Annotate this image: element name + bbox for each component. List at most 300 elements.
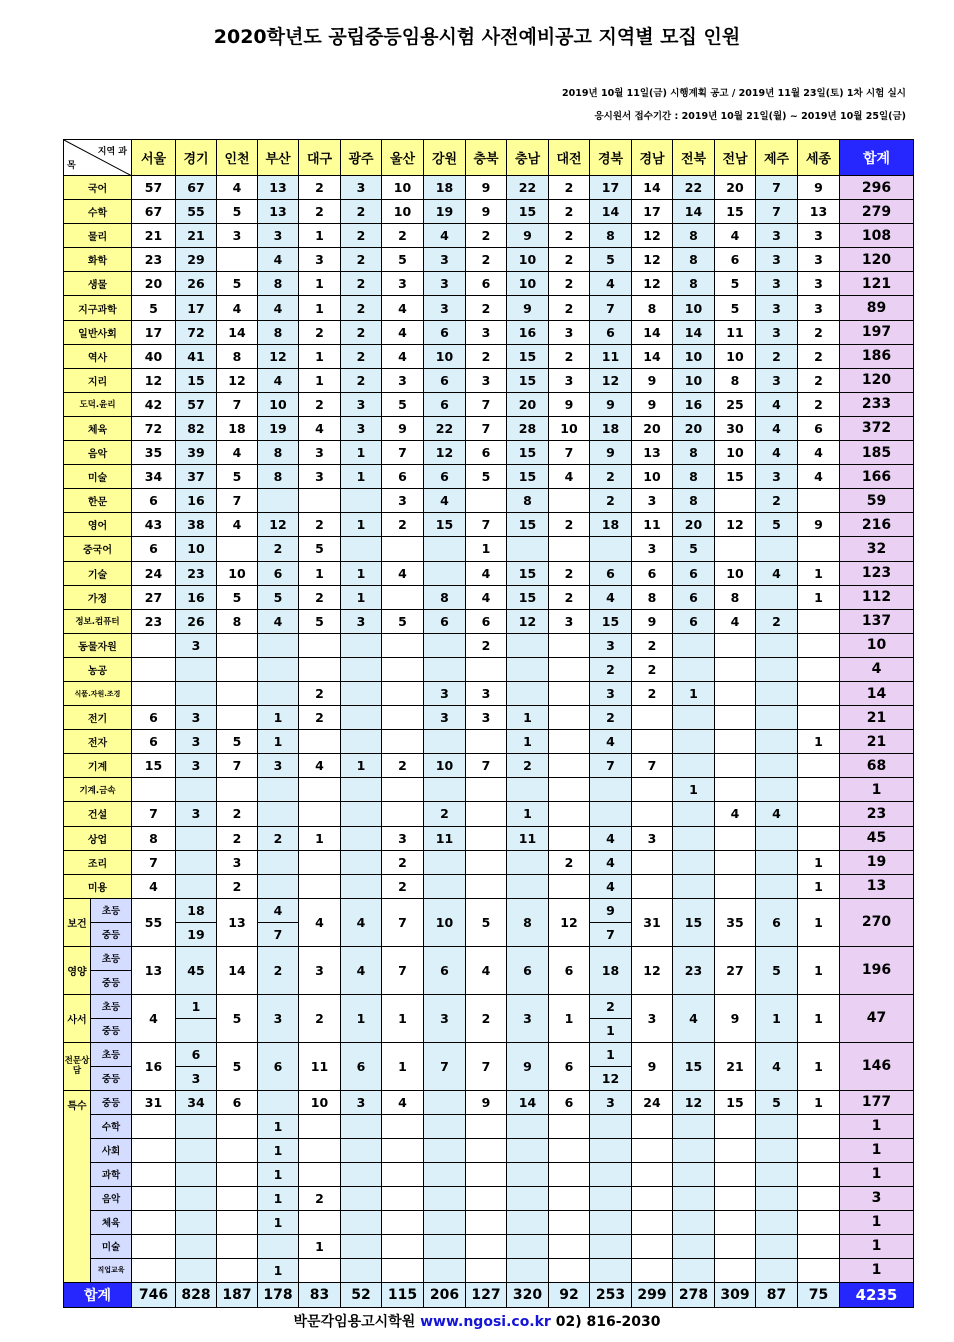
value-cell: 3 xyxy=(176,1066,217,1090)
row-total: 32 xyxy=(840,537,914,561)
value-cell: 4 xyxy=(673,994,715,1042)
value-cell: 2 xyxy=(382,224,424,248)
value-cell: 7 xyxy=(132,850,176,874)
value-cell xyxy=(176,1162,217,1186)
value-cell xyxy=(341,1234,382,1258)
value-cell xyxy=(176,1186,217,1210)
value-cell xyxy=(258,778,299,802)
value-cell xyxy=(507,1234,549,1258)
value-cell: 4 xyxy=(424,489,466,513)
value-cell: 3 xyxy=(424,706,466,730)
group-sub-label: 중등 xyxy=(91,970,132,994)
value-cell xyxy=(549,1234,590,1258)
value-cell: 20 xyxy=(673,416,715,440)
row-total: 279 xyxy=(840,200,914,224)
value-cell xyxy=(632,850,673,874)
special-row xyxy=(64,1090,914,1114)
value-cell: 12 xyxy=(258,344,299,368)
value-cell xyxy=(341,850,382,874)
value-cell: 6 xyxy=(424,368,466,392)
region-total: 309 xyxy=(715,1282,756,1307)
row-total: 59 xyxy=(840,489,914,513)
value-cell: 3 xyxy=(258,994,299,1042)
value-cell: 3 xyxy=(176,730,217,754)
special-row xyxy=(64,1234,914,1258)
value-cell xyxy=(590,778,632,802)
value-cell: 41 xyxy=(176,344,217,368)
value-cell: 3 xyxy=(756,296,798,320)
value-cell xyxy=(673,1186,715,1210)
value-cell: 2 xyxy=(258,946,299,994)
value-cell: 3 xyxy=(176,633,217,657)
value-cell: 5 xyxy=(217,272,258,296)
value-cell xyxy=(466,850,507,874)
value-cell: 16 xyxy=(507,320,549,344)
value-cell xyxy=(756,1162,798,1186)
value-cell xyxy=(632,1138,673,1162)
value-cell: 12 xyxy=(132,368,176,392)
corner-region-label: 지역 과 xyxy=(97,147,127,157)
value-cell: 55 xyxy=(176,200,217,224)
subject-row xyxy=(64,224,914,248)
value-cell: 13 xyxy=(258,200,299,224)
value-cell xyxy=(507,1162,549,1186)
value-cell: 2 xyxy=(798,392,840,416)
value-cell: 2 xyxy=(756,344,798,368)
value-cell: 15 xyxy=(673,898,715,946)
value-cell xyxy=(673,1210,715,1234)
value-cell: 3 xyxy=(341,609,382,633)
value-cell: 8 xyxy=(258,441,299,465)
value-cell: 9 xyxy=(632,1042,673,1090)
value-cell: 37 xyxy=(176,465,217,489)
value-cell: 2 xyxy=(507,754,549,778)
value-cell: 9 xyxy=(715,994,756,1042)
value-cell: 2 xyxy=(466,296,507,320)
value-cell xyxy=(299,1138,341,1162)
value-cell: 15 xyxy=(507,513,549,537)
region-total: 127 xyxy=(466,1282,507,1307)
value-cell: 23 xyxy=(673,946,715,994)
value-cell xyxy=(424,1114,466,1138)
value-cell: 2 xyxy=(299,1186,341,1210)
footer xyxy=(0,1311,954,1331)
subject-label: 한문 xyxy=(64,489,132,513)
row-total: 296 xyxy=(840,176,914,200)
region-total: 206 xyxy=(424,1282,466,1307)
special-label: 특수 xyxy=(64,1090,91,1282)
value-cell xyxy=(258,874,299,898)
value-cell: 4 xyxy=(217,176,258,200)
value-cell: 2 xyxy=(382,850,424,874)
value-cell: 2 xyxy=(549,585,590,609)
value-cell: 12 xyxy=(217,368,258,392)
value-cell xyxy=(590,1114,632,1138)
value-cell xyxy=(341,1258,382,1282)
value-cell: 11 xyxy=(507,826,549,850)
value-cell xyxy=(590,537,632,561)
value-cell xyxy=(756,585,798,609)
row-total: 1 xyxy=(840,778,914,802)
value-cell: 15 xyxy=(176,368,217,392)
value-cell: 9 xyxy=(798,513,840,537)
row-total: 1 xyxy=(840,1162,914,1186)
value-cell: 14 xyxy=(673,200,715,224)
region-total: 92 xyxy=(549,1282,590,1307)
value-cell xyxy=(382,1138,424,1162)
value-cell xyxy=(756,537,798,561)
value-cell xyxy=(798,1114,840,1138)
value-cell: 3 xyxy=(756,272,798,296)
row-total: 1 xyxy=(840,1138,914,1162)
value-cell xyxy=(590,1186,632,1210)
value-cell xyxy=(673,1114,715,1138)
value-cell: 2 xyxy=(382,874,424,898)
value-cell xyxy=(132,633,176,657)
value-cell xyxy=(715,730,756,754)
value-cell: 22 xyxy=(673,176,715,200)
value-cell xyxy=(715,826,756,850)
value-cell: 15 xyxy=(590,609,632,633)
row-total: 1 xyxy=(840,1210,914,1234)
value-cell: 8 xyxy=(217,344,258,368)
value-cell xyxy=(798,681,840,705)
value-cell xyxy=(590,1162,632,1186)
value-cell: 12 xyxy=(590,368,632,392)
value-cell: 2 xyxy=(299,176,341,200)
value-cell: 12 xyxy=(590,1066,632,1090)
value-cell xyxy=(341,537,382,561)
subject-row xyxy=(64,465,914,489)
value-cell: 10 xyxy=(632,465,673,489)
value-cell: 1 xyxy=(590,1042,632,1066)
subject-row xyxy=(64,754,914,778)
value-cell: 2 xyxy=(549,176,590,200)
row-total: 177 xyxy=(840,1090,914,1114)
region-total: 75 xyxy=(798,1282,840,1307)
value-cell: 12 xyxy=(632,248,673,272)
value-cell: 2 xyxy=(466,224,507,248)
value-cell: 10 xyxy=(382,176,424,200)
special-row xyxy=(64,1114,914,1138)
value-cell: 12 xyxy=(632,272,673,296)
value-cell: 14 xyxy=(217,946,258,994)
value-cell xyxy=(549,754,590,778)
value-cell: 4 xyxy=(466,585,507,609)
row-total: 121 xyxy=(840,272,914,296)
value-cell: 2 xyxy=(258,826,299,850)
subject-row xyxy=(64,441,914,465)
value-cell: 3 xyxy=(258,754,299,778)
value-cell xyxy=(341,778,382,802)
value-cell xyxy=(673,633,715,657)
value-cell xyxy=(382,681,424,705)
value-cell: 24 xyxy=(132,561,176,585)
value-cell xyxy=(466,489,507,513)
subject-label: 수학 xyxy=(64,200,132,224)
value-cell: 3 xyxy=(341,176,382,200)
group-label: 영양 xyxy=(64,946,91,994)
value-cell: 6 xyxy=(132,730,176,754)
value-cell: 21 xyxy=(715,1042,756,1090)
value-cell: 3 xyxy=(176,706,217,730)
value-cell: 17 xyxy=(132,320,176,344)
value-cell xyxy=(632,778,673,802)
value-cell xyxy=(756,730,798,754)
value-cell xyxy=(217,1114,258,1138)
value-cell: 2 xyxy=(549,296,590,320)
special-row xyxy=(64,1162,914,1186)
value-cell xyxy=(756,1210,798,1234)
value-cell: 72 xyxy=(176,320,217,344)
value-cell: 6 xyxy=(756,898,798,946)
value-cell: 3 xyxy=(382,368,424,392)
value-cell: 1 xyxy=(798,850,840,874)
value-cell: 10 xyxy=(715,441,756,465)
region-header: 대구 xyxy=(299,140,341,176)
value-cell: 5 xyxy=(299,537,341,561)
value-cell xyxy=(756,633,798,657)
value-cell: 6 xyxy=(424,946,466,994)
value-cell: 4 xyxy=(798,465,840,489)
row-total: 19 xyxy=(840,850,914,874)
value-cell xyxy=(176,681,217,705)
group-sub-label: 중등 xyxy=(91,1066,132,1090)
value-cell: 6 xyxy=(673,609,715,633)
special-row xyxy=(64,1210,914,1234)
value-cell xyxy=(798,633,840,657)
value-cell: 2 xyxy=(632,657,673,681)
value-cell xyxy=(341,489,382,513)
value-cell: 15 xyxy=(715,465,756,489)
subject-row xyxy=(64,778,914,802)
row-total: 372 xyxy=(840,416,914,440)
subject-row xyxy=(64,272,914,296)
value-cell xyxy=(756,778,798,802)
value-cell xyxy=(217,248,258,272)
value-cell: 3 xyxy=(299,465,341,489)
value-cell xyxy=(217,1234,258,1258)
academy-url[interactable]: www.ngosi.co.kr xyxy=(420,1314,551,1330)
value-cell xyxy=(341,802,382,826)
row-total: 3 xyxy=(840,1186,914,1210)
region-header: 경기 xyxy=(176,140,217,176)
value-cell: 3 xyxy=(341,392,382,416)
row-total: 13 xyxy=(840,874,914,898)
value-cell: 7 xyxy=(549,441,590,465)
value-cell xyxy=(798,537,840,561)
value-cell: 11 xyxy=(590,344,632,368)
value-cell: 4 xyxy=(299,754,341,778)
value-cell: 3 xyxy=(632,826,673,850)
value-cell xyxy=(132,657,176,681)
value-cell: 14 xyxy=(632,344,673,368)
subject-row xyxy=(64,320,914,344)
value-cell: 8 xyxy=(258,320,299,344)
value-cell xyxy=(673,802,715,826)
value-cell: 4 xyxy=(715,224,756,248)
value-cell xyxy=(176,1138,217,1162)
value-cell: 5 xyxy=(715,296,756,320)
value-cell: 15 xyxy=(132,754,176,778)
value-cell: 10 xyxy=(673,296,715,320)
region-header: 충북 xyxy=(466,140,507,176)
value-cell: 9 xyxy=(549,392,590,416)
region-header: 세종 xyxy=(798,140,840,176)
value-cell: 4 xyxy=(132,994,176,1042)
value-cell xyxy=(382,657,424,681)
value-cell: 10 xyxy=(176,537,217,561)
value-cell: 3 xyxy=(217,850,258,874)
value-cell: 5 xyxy=(217,730,258,754)
value-cell xyxy=(507,1114,549,1138)
value-cell: 6 xyxy=(590,561,632,585)
value-cell xyxy=(798,609,840,633)
value-cell xyxy=(756,874,798,898)
value-cell xyxy=(549,681,590,705)
value-cell xyxy=(466,1210,507,1234)
value-cell: 22 xyxy=(424,416,466,440)
special-sub-label: 사회 xyxy=(91,1138,132,1162)
value-cell: 9 xyxy=(632,609,673,633)
value-cell xyxy=(217,1162,258,1186)
value-cell: 5 xyxy=(132,296,176,320)
value-cell: 40 xyxy=(132,344,176,368)
value-cell: 1 xyxy=(507,730,549,754)
value-cell xyxy=(132,1186,176,1210)
subject-label: 건설 xyxy=(64,802,132,826)
region-header: 경남 xyxy=(632,140,673,176)
region-total: 115 xyxy=(382,1282,424,1307)
value-cell: 26 xyxy=(176,609,217,633)
value-cell xyxy=(299,730,341,754)
value-cell: 10 xyxy=(507,272,549,296)
value-cell: 3 xyxy=(632,994,673,1042)
value-cell: 5 xyxy=(217,585,258,609)
value-cell xyxy=(756,1234,798,1258)
subject-row xyxy=(64,633,914,657)
region-header: 충남 xyxy=(507,140,549,176)
value-cell: 2 xyxy=(424,802,466,826)
row-total: 23 xyxy=(840,802,914,826)
value-cell: 13 xyxy=(132,946,176,994)
value-cell xyxy=(299,778,341,802)
value-cell: 4 xyxy=(299,898,341,946)
row-total: 197 xyxy=(840,320,914,344)
value-cell: 4 xyxy=(258,898,299,922)
value-cell xyxy=(217,681,258,705)
value-cell: 17 xyxy=(590,176,632,200)
value-cell: 12 xyxy=(258,513,299,537)
group-sub-label: 중등 xyxy=(91,922,132,946)
value-cell: 9 xyxy=(632,368,673,392)
value-cell xyxy=(382,802,424,826)
value-cell: 6 xyxy=(217,1090,258,1114)
value-cell: 3 xyxy=(176,802,217,826)
value-cell: 3 xyxy=(507,994,549,1042)
value-cell xyxy=(466,802,507,826)
value-cell: 6 xyxy=(673,561,715,585)
value-cell: 2 xyxy=(341,296,382,320)
value-cell xyxy=(590,1258,632,1282)
value-cell xyxy=(466,1258,507,1282)
group-sub-label: 중등 xyxy=(91,1018,132,1042)
value-cell xyxy=(673,754,715,778)
value-cell xyxy=(424,1138,466,1162)
value-cell: 39 xyxy=(176,441,217,465)
group-label: 보건 xyxy=(64,898,91,946)
value-cell: 1 xyxy=(798,946,840,994)
value-cell: 4 xyxy=(217,441,258,465)
value-cell xyxy=(299,1114,341,1138)
subject-label: 영어 xyxy=(64,513,132,537)
value-cell xyxy=(798,1234,840,1258)
value-cell xyxy=(258,657,299,681)
subject-label: 식품.자원.조경 xyxy=(64,681,132,705)
value-cell: 10 xyxy=(258,392,299,416)
value-cell: 8 xyxy=(217,609,258,633)
value-cell xyxy=(466,657,507,681)
value-cell: 1 xyxy=(258,1186,299,1210)
row-total: 120 xyxy=(840,248,914,272)
value-cell xyxy=(341,1114,382,1138)
subject-row xyxy=(64,657,914,681)
value-cell: 17 xyxy=(632,200,673,224)
subject-row xyxy=(64,706,914,730)
value-cell: 2 xyxy=(466,633,507,657)
value-cell: 1 xyxy=(341,441,382,465)
value-cell: 3 xyxy=(424,248,466,272)
value-cell: 4 xyxy=(382,1090,424,1114)
subject-label: 기계 xyxy=(64,754,132,778)
value-cell: 2 xyxy=(341,320,382,344)
row-total: 112 xyxy=(840,585,914,609)
value-cell: 9 xyxy=(590,392,632,416)
value-cell: 2 xyxy=(341,200,382,224)
value-cell xyxy=(507,850,549,874)
value-cell xyxy=(176,1018,217,1042)
value-cell: 12 xyxy=(673,1090,715,1114)
row-total: 270 xyxy=(840,898,914,946)
value-cell xyxy=(424,561,466,585)
value-cell: 1 xyxy=(466,537,507,561)
value-cell xyxy=(424,1210,466,1234)
value-cell xyxy=(217,633,258,657)
value-cell xyxy=(382,1114,424,1138)
value-cell xyxy=(756,826,798,850)
subject-row xyxy=(64,826,914,850)
value-cell xyxy=(798,1162,840,1186)
value-cell: 5 xyxy=(217,465,258,489)
subject-row xyxy=(64,176,914,200)
value-cell: 5 xyxy=(299,609,341,633)
value-cell: 7 xyxy=(466,754,507,778)
value-cell: 7 xyxy=(466,513,507,537)
value-cell: 19 xyxy=(176,922,217,946)
value-cell: 4 xyxy=(756,392,798,416)
row-total: 21 xyxy=(840,730,914,754)
value-cell: 7 xyxy=(217,392,258,416)
value-cell: 6 xyxy=(132,706,176,730)
value-cell xyxy=(132,1258,176,1282)
value-cell: 1 xyxy=(798,585,840,609)
value-cell: 35 xyxy=(132,441,176,465)
value-cell xyxy=(217,778,258,802)
value-cell: 14 xyxy=(217,320,258,344)
value-cell: 9 xyxy=(590,441,632,465)
value-cell: 35 xyxy=(715,898,756,946)
value-cell: 45 xyxy=(176,946,217,994)
